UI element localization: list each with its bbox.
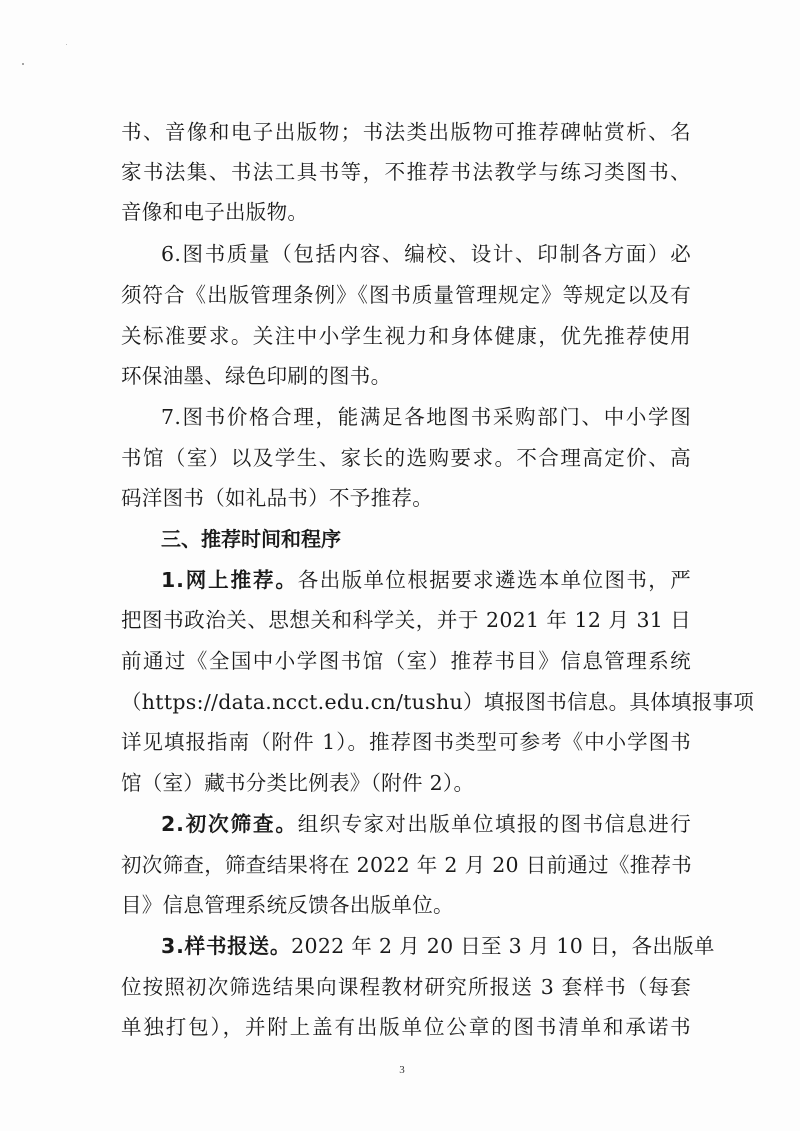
scan-speck <box>66 44 67 45</box>
paragraph-line <box>161 804 691 844</box>
paragraph-line: 位按照初次筛选结果向课程教材研究所报送 3 套样书（每套 <box>121 975 691 999</box>
paragraph-line: 音像和电子出版物。 <box>121 200 309 224</box>
paragraph-text: 2022 年 2 月 20 日至 3 月 10 日，各出版单 <box>291 934 715 958</box>
paragraph-line: 书馆（室）以及学生、家长的选购要求。不合理高定价、高 <box>121 446 691 470</box>
paragraph-text: 各出版单位根据要求遴选本单位图书，严 <box>297 568 691 592</box>
paragraph-line: 前通过《全国中小学图书馆（室）推荐书目》信息管理系统 <box>121 649 691 673</box>
paragraph-line: 书、音像和电子出版物；书法类出版物可推荐碑帖赏析、名 <box>121 120 691 144</box>
paragraph-line: 家书法集、书法工具书等，不推荐书法教学与练习类图书、 <box>121 160 691 184</box>
paragraph-line: （https://data.ncct.edu.cn/tushu）填报图书信息。具体填报事项 <box>121 690 755 714</box>
paragraph-line: 7.图书价格合理，能满足各地图书采购部门、中小学图 <box>161 405 691 429</box>
paragraph-text: 组织专家对出版单位填报的图书信息进行 <box>297 812 691 836</box>
paragraph-line <box>161 560 691 600</box>
paragraph-line: 须符合《出版管理条例》《图书质量管理规定》等规定以及有 <box>121 283 691 307</box>
paragraph-line: 详见填报指南（附件 1）。推荐图书类型可参考《中小学图书 <box>121 730 691 754</box>
paragraph-lead: 1.网上推荐。 <box>161 568 298 592</box>
paragraph-line: 6.图书质量（包括内容、编校、设计、印制各方面）必 <box>161 242 691 266</box>
paragraph-lead: 2.初次筛查。 <box>161 812 298 836</box>
paragraph-line: 馆（室）藏书分类比例表》（附件 2）。 <box>121 771 475 795</box>
section-heading: 三、推荐时间和程序 <box>161 527 341 551</box>
paragraph-line: 单独打包），并附上盖有出版单位公章的图书清单和承诺书 <box>121 1015 691 1039</box>
paragraph-line: 初次筛查，筛查结果将在 2022 年 2 月 20 日前通过《推荐书 <box>121 853 693 877</box>
paragraph-line <box>161 926 715 966</box>
paragraph-line: 把图书政治关、思想关和科学关，并于 2021 年 12 月 31 日 <box>121 608 691 632</box>
paragraph-line: 码洋图书（如礼品书）不予推荐。 <box>121 486 433 510</box>
scan-speck <box>22 63 24 65</box>
paragraph-lead: 3.样书报送。 <box>161 934 292 958</box>
paragraph-line: 目》信息管理系统反馈各出版单位。 <box>121 893 454 917</box>
paragraph-line: 关标准要求。关注中小学生视力和身体健康，优先推荐使用 <box>121 324 691 348</box>
paragraph-line: 环保油墨、绿色印刷的图书。 <box>121 364 392 388</box>
page-number: 3 <box>399 1064 405 1076</box>
